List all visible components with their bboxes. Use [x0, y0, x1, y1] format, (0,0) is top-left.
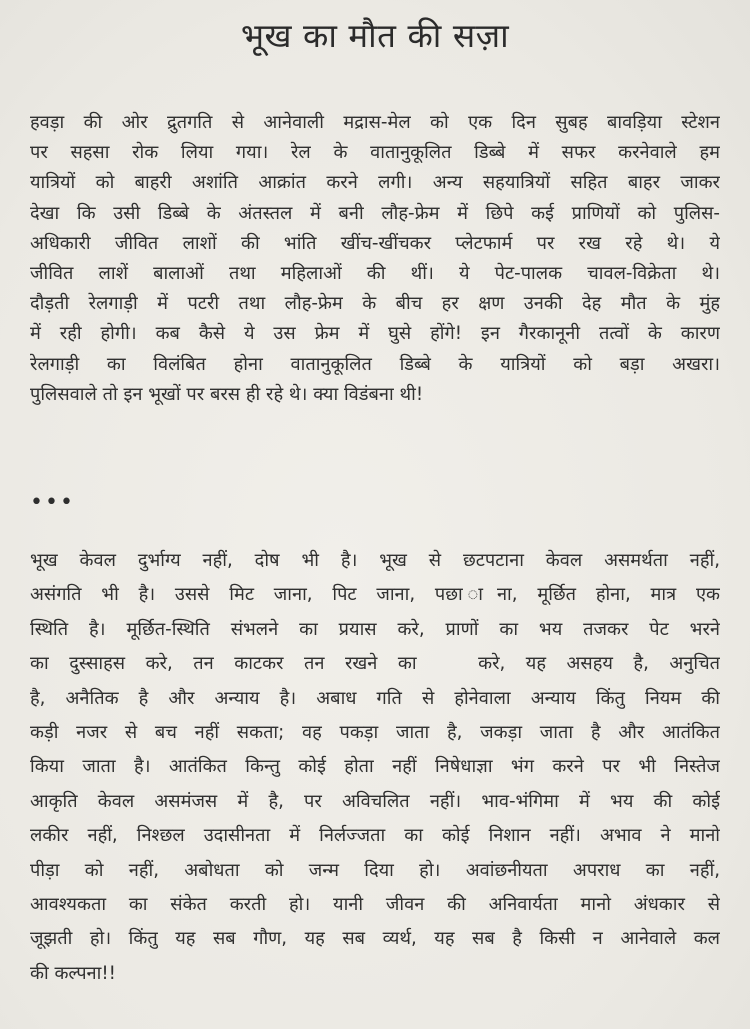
text-line: जीवित लाशें बालाओं तथा महिलाओं की थीं। ये पेट-पालक चावल-विक्रेता थे। — [30, 262, 720, 284]
text-line: यात्रियों को बाहरी अशांति आक्रांत करने लगी। अन्य सहयात्रियों सहित बाहर जाकर — [30, 172, 720, 194]
text-line: लकीर नहीं, निश्छल उदासीनता में निर्लज्जता का कोई निशान नहीं। अभाव ने मानो — [30, 825, 720, 847]
chapter-title: भूख का मौत की सज़ा — [240, 16, 510, 55]
text-line: पीड़ा को नहीं, अबोधता को जन्म दिया हो। अवांछनीयता अपराध का नहीं, — [30, 859, 720, 881]
paragraph-2 — [30, 544, 720, 991]
text-line: का दुस्साहस करे, तन काटकर तन रखने का ‌ ‌ करे, यह असहय है, अनुचित — [30, 653, 720, 675]
text-line: भूख केवल दुर्भाग्य नहीं, दोष भी है। भूख से छटपटाना केवल असमर्थता नहीं, — [30, 550, 720, 571]
text-line: है, अनैतिक है और अन्याय है। अबाध गति से होनेवाला अन्याय किंतु नियम की — [30, 687, 720, 709]
text-line: पर सहसा रोक लिया गया। रेल के वातानुकूलित डिब्बे में सफर करनेवाले हम — [30, 142, 720, 164]
text-line: जूझती हो। किंतु यह सब गौण, यह सब व्यर्थ, यह सब है किसी न आनेवाले कल — [30, 928, 720, 950]
text-line: की कल्पना!! — [30, 962, 116, 984]
text-line: किया जाता है। आतंकित किन्तु कोई होता नहीं निषेधाज्ञा भंग करने पर भी निस्तेज — [30, 756, 720, 778]
text-line: में रही होगी। कब कैसे ये उस फ्रेम में घुसे होंगे! इन गैरकानूनी तत्वों के कारण — [30, 323, 720, 345]
text-line: हवड़ा की ओर द्रुतगति से आनेवाली मद्रास-मेल को एक दिन सुबह बावड़िया स्टेशन — [30, 112, 720, 133]
text-line: आवश्यकता का संकेत करती हो। यानी जीवन की अनिवार्यता मानो अंधकार से — [30, 893, 720, 915]
text-line: आकृति केवल असमंजस में है, पर अविचलित नहीं। भाव-भंगिमा में भय की कोई — [30, 790, 720, 812]
text-line: स्थिति है। मूर्छित-स्थिति संभलने का प्रयास करे, प्राणों का भय तजकर पेट भरने — [30, 618, 720, 640]
text-line: दौड़ती रेलगाड़ी में पटरी तथा लौह-फ्रेम के बीच हर क्षण उनकी देह मौत के मुंह — [30, 293, 720, 315]
text-line: कड़ी नजर से बच नहीं सकता; वह पकड़ा जाता है, जकड़ा जाता है और आतंकित — [30, 721, 720, 743]
paragraph-1 — [30, 108, 720, 410]
text-line: पुलिसवाले तो इन भूखों पर बरस ही रहे थे। क्या विडंबना थी! — [30, 383, 424, 405]
text-line: देखा कि उसी डिब्बे के अंतस्तल में बनी लौह-फ्रेम में छिपे कई प्राणियों को पुलिस- — [30, 202, 720, 224]
text-line: रेलगाड़ी का विलंबित होना वातानुकूलित डिब्बे के यात्रियों को बड़ा अखरा। — [30, 353, 720, 375]
section-separator: ••• — [30, 490, 75, 515]
text-line: अधिकारी जीवित लाशों की भांति खींच-खींचकर प्लेटफार्म पर रख रहे थे। ये — [30, 232, 720, 254]
text-line: असंगति भी है। उससे मिट जाना, पिट जाना, पछा‌ ाना, मूर्छित होना, मात्र एक — [30, 584, 720, 606]
